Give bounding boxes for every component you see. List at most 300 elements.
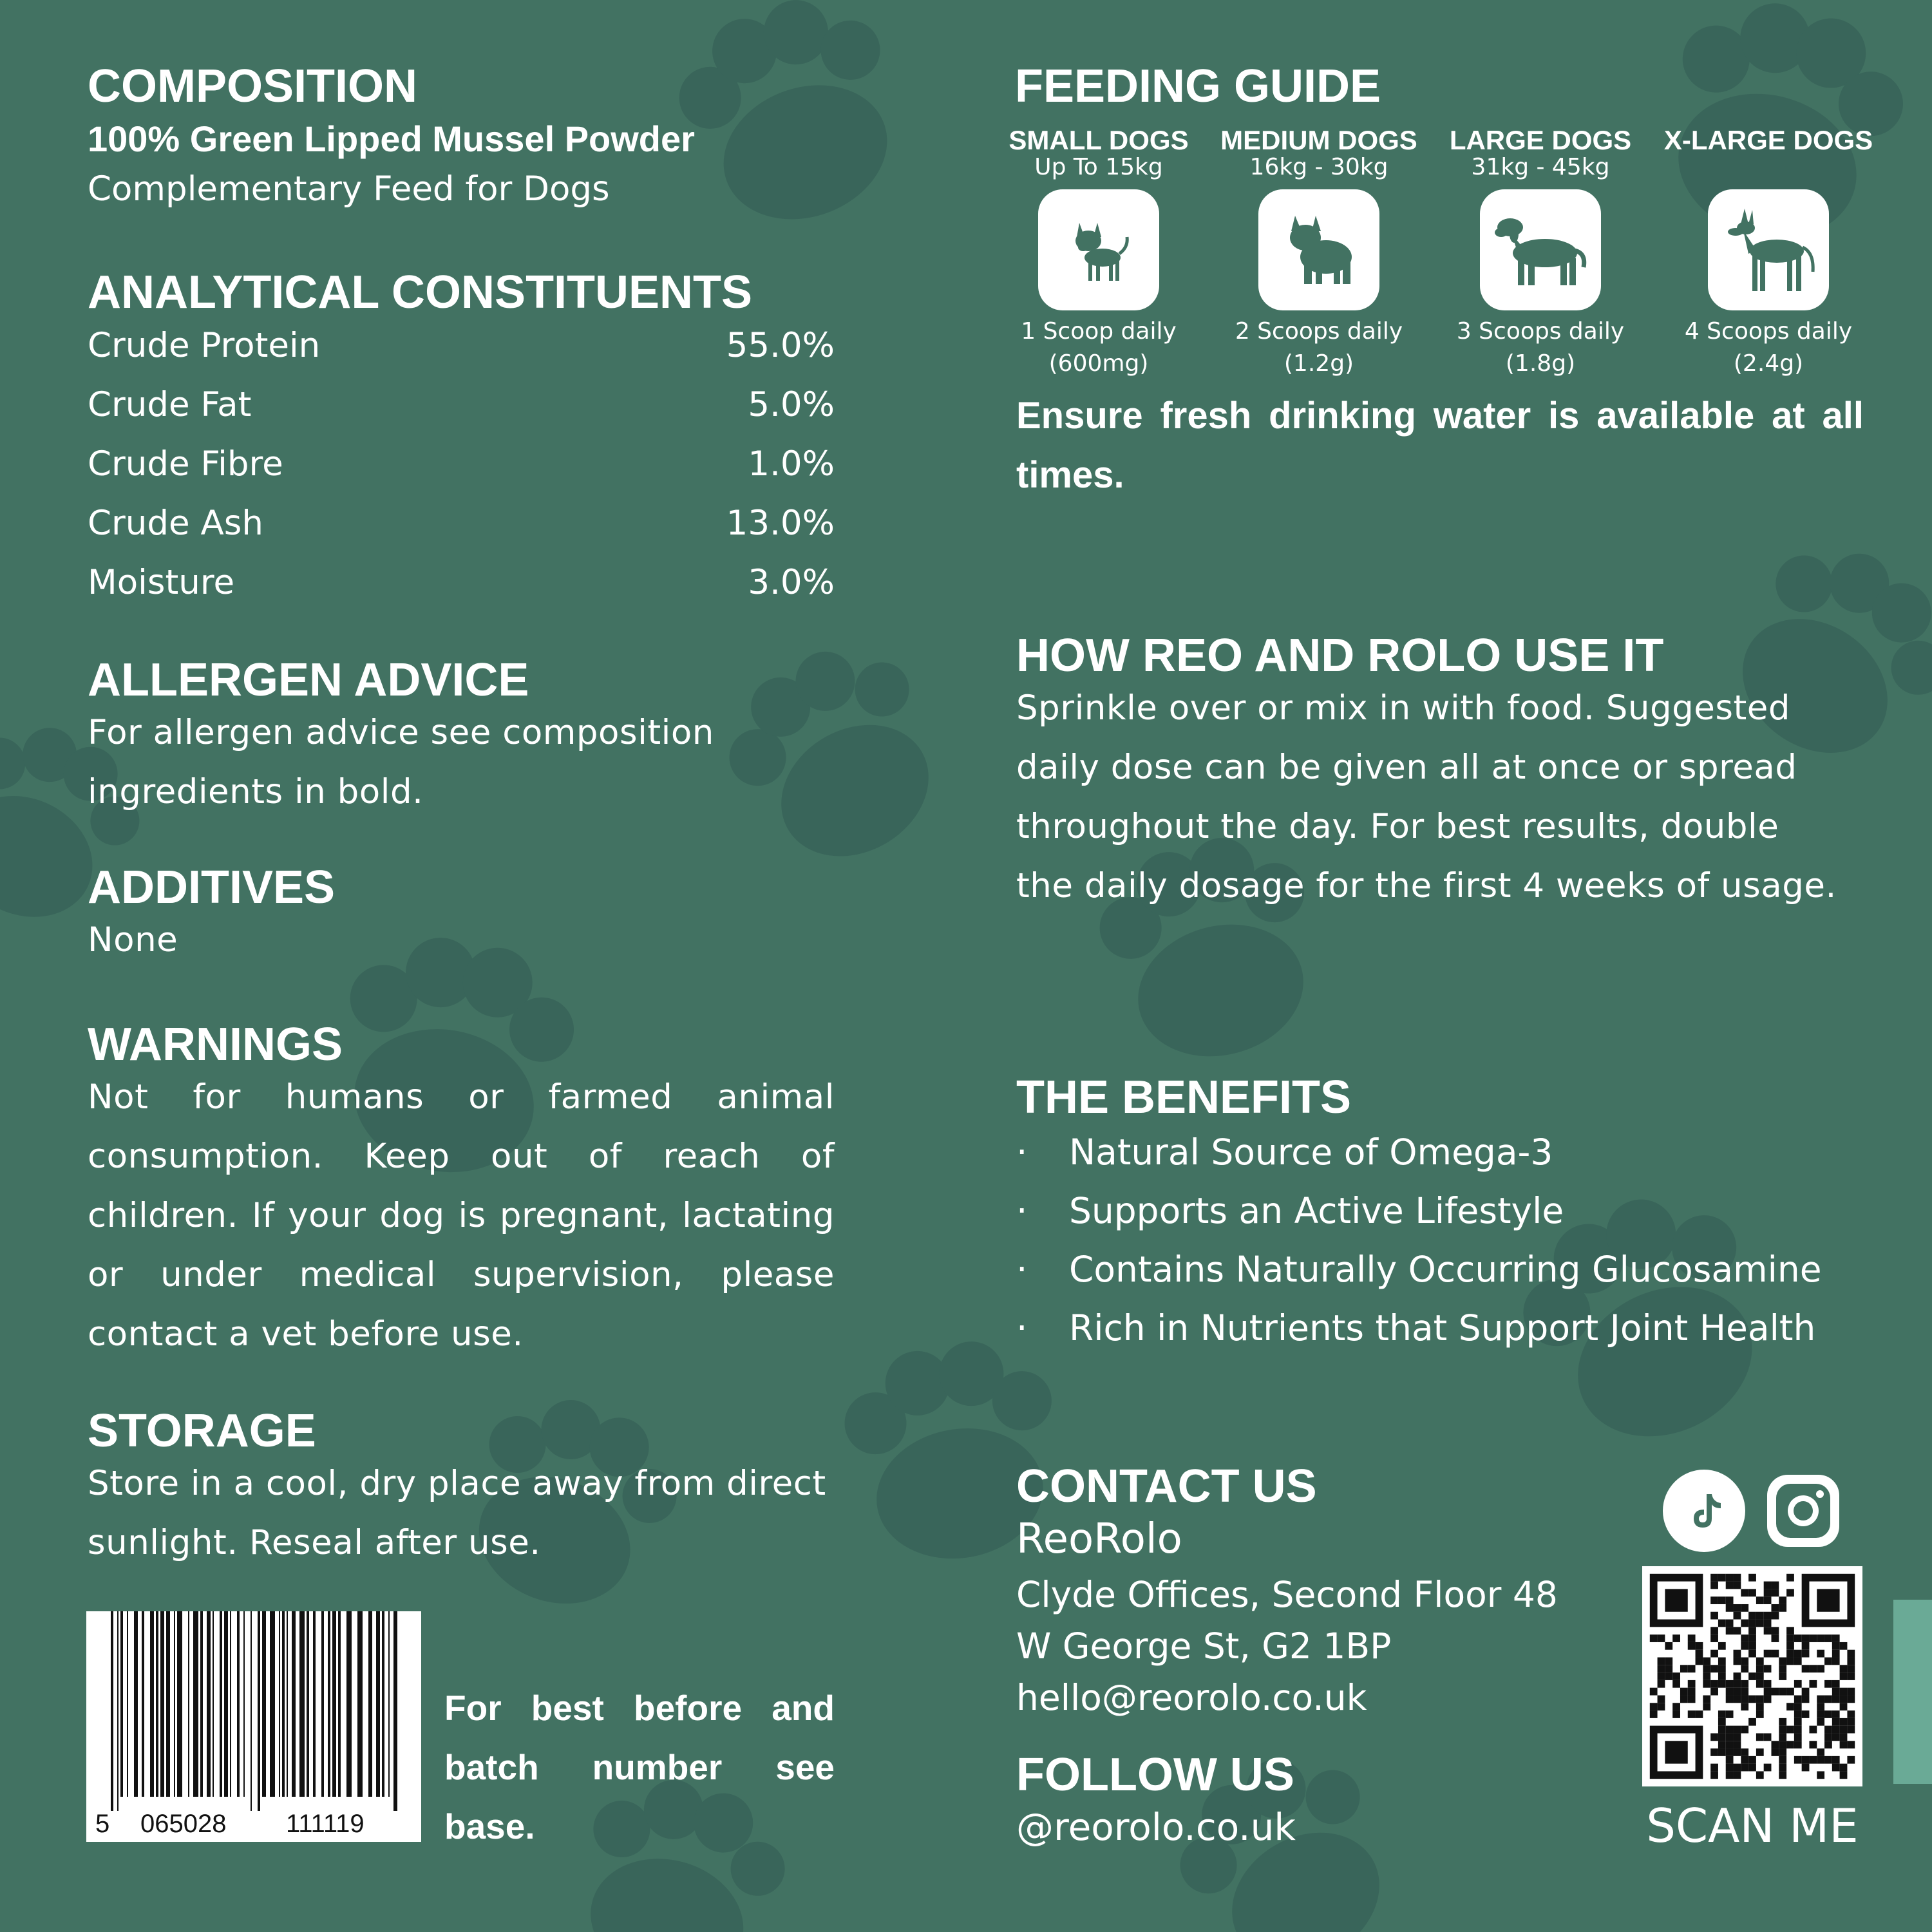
qr-module (1703, 1658, 1710, 1665)
paw-print (659, 0, 927, 247)
qr-module (1658, 1695, 1665, 1703)
qr-module (1824, 1658, 1832, 1665)
qr-module (1718, 1642, 1726, 1650)
qr-module (1764, 1665, 1772, 1672)
qr-module (1840, 1726, 1848, 1734)
qr-module (1847, 1710, 1855, 1718)
constituent-value: 55.0% (726, 325, 835, 365)
barcode-bar (150, 1611, 154, 1797)
qr-module (1718, 1596, 1726, 1604)
qr-module (1741, 1680, 1748, 1688)
qr-module (1756, 1665, 1764, 1672)
qr-module (1718, 1718, 1726, 1726)
qr-module (1764, 1695, 1772, 1703)
qr-module (1809, 1634, 1817, 1642)
qr-module (1756, 1596, 1764, 1604)
bulldog-icon (1277, 208, 1361, 292)
qr-module (1779, 1688, 1786, 1696)
product-name: 100% Green Lipped Mussel Powder (88, 118, 695, 159)
qr-module (1840, 1741, 1848, 1748)
paw-print (702, 620, 973, 891)
qr-module (1764, 1620, 1772, 1627)
qr-module (1847, 1672, 1855, 1680)
benefit-item (1016, 1123, 1822, 1182)
qr-module (1710, 1688, 1718, 1696)
qr-module (1726, 1574, 1734, 1582)
qr-module (1764, 1596, 1772, 1604)
composition-heading: COMPOSITION (88, 61, 418, 112)
qr-module (1802, 1756, 1810, 1764)
usage-line: throughout the day. For best results, double (1016, 807, 1779, 846)
qr-module (1764, 1612, 1772, 1620)
accent-tab (1893, 1600, 1932, 1784)
qr-module (1726, 1756, 1734, 1764)
qr-module (1748, 1650, 1756, 1658)
dose-text: 1 Scoop daily (1021, 318, 1177, 345)
qr-module (1741, 1703, 1748, 1710)
qr-module (1832, 1642, 1840, 1650)
qr-module (1688, 1634, 1696, 1642)
qr-module (1764, 1764, 1772, 1772)
qr-module (1672, 1672, 1680, 1680)
benefit-text: Natural Source of Omega-3 (1069, 1132, 1553, 1173)
qr-module (1718, 1748, 1726, 1756)
qr-module (1832, 1733, 1840, 1741)
qr-module (1840, 1764, 1848, 1772)
qr-module (1824, 1680, 1832, 1688)
qr-module (1794, 1695, 1802, 1703)
qr-module (1756, 1658, 1764, 1665)
barcode-bar (332, 1611, 336, 1797)
qr-module (1786, 1642, 1794, 1650)
qr-module (1764, 1650, 1772, 1658)
bullet: · (1016, 1190, 1028, 1231)
barcode-bar (117, 1611, 118, 1811)
qr-module (1771, 1748, 1779, 1756)
barcode-bar (134, 1611, 138, 1797)
qr-module (1658, 1680, 1665, 1688)
dose-amount: (2.4g) (1733, 350, 1804, 377)
qr-module (1824, 1710, 1832, 1718)
qr-module (1703, 1703, 1710, 1710)
qr-module (1756, 1672, 1764, 1680)
qr-module (1832, 1650, 1840, 1658)
analytical-row (88, 553, 835, 612)
qr-module (1847, 1650, 1855, 1658)
barcode-bar (368, 1611, 372, 1797)
qr-module (1734, 1741, 1741, 1748)
barcode-digits-left: 065028 (140, 1810, 227, 1838)
qr-module (1726, 1620, 1734, 1627)
qr-module (1710, 1612, 1718, 1620)
qr-module (1703, 1695, 1710, 1703)
barcode-bar (292, 1611, 296, 1797)
qr-module (1817, 1710, 1824, 1718)
warnings-heading: WARNINGS (88, 1019, 343, 1070)
benefits-section (1016, 1074, 1822, 1358)
qr-module (1703, 1680, 1710, 1688)
qr-module (1710, 1650, 1718, 1658)
qr-module (1756, 1710, 1764, 1718)
qr-module (1741, 1642, 1748, 1650)
qr-module (1680, 1695, 1688, 1703)
qr-module (1786, 1634, 1794, 1642)
constituent-value: 3.0% (748, 562, 835, 602)
best-before-line: For best before and (444, 1688, 835, 1728)
storage-line: Store in a cool, dry place away from direct (88, 1464, 826, 1503)
qr-module (1710, 1665, 1718, 1672)
qr-module (1726, 1733, 1734, 1741)
qr-module (1756, 1695, 1764, 1703)
qr-module (1665, 1672, 1672, 1680)
qr-module (1672, 1703, 1680, 1710)
qr-module (1794, 1658, 1802, 1665)
qr-module (1734, 1627, 1741, 1634)
storage-section (88, 1405, 826, 1573)
qr-module (1802, 1634, 1810, 1642)
qr-module (1824, 1733, 1832, 1741)
qr-module (1817, 1771, 1824, 1779)
feeding-column-large (1431, 126, 1650, 380)
dog-weight-range (1659, 155, 1878, 180)
qr-module (1847, 1658, 1855, 1665)
composition-section (88, 63, 695, 209)
qr-module (1794, 1680, 1802, 1688)
product-subtitle: Complementary Feed for Dogs (88, 169, 610, 209)
qr-module (1726, 1764, 1734, 1772)
qr-module (1734, 1672, 1741, 1680)
qr-module (1817, 1650, 1824, 1658)
qr-module (1817, 1703, 1824, 1710)
qr-module (1710, 1680, 1718, 1688)
qr-module (1672, 1680, 1680, 1688)
qr-module (1688, 1695, 1696, 1703)
qr-module (1756, 1733, 1764, 1741)
storage-heading: STORAGE (88, 1405, 316, 1457)
qr-module (1802, 1650, 1810, 1658)
qr-module (1840, 1672, 1848, 1680)
warnings-section (88, 1021, 835, 1364)
dose-text: 3 Scoops daily (1456, 318, 1625, 345)
barcode-bar (321, 1611, 324, 1797)
qr-module (1779, 1596, 1786, 1604)
dose-amount: (1.8g) (1505, 350, 1576, 377)
qr-module (1802, 1695, 1810, 1703)
qr-module (1809, 1756, 1817, 1764)
qr-module (1809, 1665, 1817, 1672)
qr-module (1748, 1642, 1756, 1650)
qr-module (1771, 1589, 1779, 1596)
barcode-bar (382, 1611, 384, 1797)
analytical-table (88, 316, 835, 612)
qr-module (1847, 1726, 1855, 1734)
barcode-bar (270, 1611, 275, 1797)
email-link[interactable]: hello@reorolo.co.uk (1016, 1677, 1367, 1718)
analytical-row (88, 316, 835, 375)
qr-module (1650, 1688, 1658, 1696)
company-name: ReoRolo (1016, 1515, 1182, 1563)
qr-module (1718, 1665, 1726, 1672)
barcode-bar (243, 1611, 245, 1797)
qr-module (1786, 1627, 1794, 1634)
qr-module (1764, 1680, 1772, 1688)
address-line: W George St, G2 1BP (1016, 1625, 1392, 1667)
qr-module (1726, 1582, 1734, 1589)
qr-module (1734, 1688, 1741, 1696)
qr-module (1794, 1703, 1802, 1710)
barcode-bar (120, 1611, 123, 1797)
barcode-bar (388, 1611, 390, 1797)
qr-module (1734, 1650, 1741, 1658)
qr-module (1665, 1741, 1687, 1763)
qr-module (1779, 1726, 1786, 1734)
qr-module (1696, 1710, 1703, 1718)
dose-amount: (1.2g) (1283, 350, 1354, 377)
qr-module (1718, 1726, 1726, 1734)
qr-module (1734, 1726, 1741, 1734)
qr-module (1832, 1688, 1840, 1696)
qr-module (1779, 1771, 1786, 1779)
qr-module (1764, 1733, 1772, 1741)
qr-module (1680, 1688, 1688, 1696)
qr-module (1771, 1741, 1779, 1748)
qr-module (1824, 1756, 1832, 1764)
qr-module (1764, 1582, 1772, 1589)
dog-size-title: LARGE DOGS (1449, 125, 1632, 155)
qr-module (1779, 1741, 1786, 1748)
bullet: · (1016, 1249, 1028, 1290)
qr-module (1696, 1658, 1703, 1665)
qr-module (1802, 1665, 1810, 1672)
qr-module (1696, 1650, 1703, 1658)
qr-module (1840, 1718, 1848, 1726)
qr-module (1718, 1710, 1726, 1718)
qr-module (1786, 1574, 1794, 1582)
qr-module (1650, 1634, 1658, 1642)
usage-line: the daily dosage for the first 4 weeks of usage. (1016, 866, 1837, 905)
qr-module (1748, 1620, 1756, 1627)
barcode-bar (376, 1611, 380, 1797)
qr-module (1665, 1665, 1672, 1672)
qr-code[interactable] (1642, 1566, 1862, 1786)
warnings-line: consumption. Keep out of reach of (88, 1137, 835, 1176)
qr-module (1817, 1756, 1824, 1764)
barcode-bar (177, 1611, 182, 1797)
qr-module (1802, 1764, 1810, 1772)
usage-line: daily dose can be given all at once or spread (1016, 748, 1797, 787)
benefits-list (1016, 1123, 1822, 1358)
qr-module (1741, 1748, 1748, 1756)
qr-module (1710, 1574, 1718, 1582)
qr-module (1710, 1582, 1718, 1589)
allergen-line: ingredients in bold. (88, 772, 424, 811)
qr-module (1779, 1658, 1786, 1665)
allergen-heading: ALLERGEN ADVICE (88, 654, 529, 706)
qr-module (1840, 1695, 1848, 1703)
qr-module (1794, 1710, 1802, 1718)
qr-module (1840, 1642, 1848, 1650)
qr-module (1688, 1665, 1696, 1672)
qr-module (1802, 1688, 1810, 1696)
qr-module (1809, 1680, 1817, 1688)
analytical-section (88, 269, 835, 612)
contact-heading: CONTACT US (1016, 1461, 1317, 1512)
qr-module (1734, 1733, 1741, 1741)
bullet: · (1016, 1307, 1028, 1349)
qr-module (1748, 1574, 1756, 1582)
allergen-section (88, 654, 714, 822)
qr-module (1710, 1748, 1718, 1756)
qr-module (1741, 1604, 1748, 1612)
qr-module (1703, 1672, 1710, 1680)
qr-module (1748, 1718, 1756, 1726)
qr-module (1832, 1718, 1840, 1726)
tiktok-icon[interactable] (1663, 1470, 1745, 1552)
qr-module (1688, 1710, 1696, 1718)
qr-module (1741, 1634, 1748, 1642)
qr-module (1840, 1688, 1848, 1696)
barcode-bar (213, 1611, 214, 1797)
dog-weight-range: Up To 15kg (1034, 154, 1163, 180)
analytical-row (88, 434, 835, 493)
qr-module (1824, 1634, 1832, 1642)
qr-module (1817, 1748, 1824, 1756)
qr-module (1786, 1703, 1794, 1710)
benefits-heading: THE BENEFITS (1016, 1072, 1352, 1123)
qr-module (1764, 1627, 1772, 1634)
qr-module (1726, 1710, 1734, 1718)
qr-module (1748, 1634, 1756, 1642)
qr-module (1794, 1634, 1802, 1642)
qr-module (1710, 1627, 1718, 1634)
qr-module (1802, 1642, 1810, 1650)
follow-section (1016, 1749, 1296, 1856)
follow-heading: FOLLOW US (1016, 1749, 1294, 1801)
barcode-bar (299, 1611, 305, 1797)
qr-module (1840, 1665, 1848, 1672)
barcode-bar (258, 1611, 260, 1811)
constituent-value: 13.0% (726, 503, 835, 543)
qr-module (1726, 1695, 1734, 1703)
qr-module (1658, 1665, 1665, 1672)
qr-module (1779, 1733, 1786, 1741)
qr-module (1703, 1665, 1710, 1672)
best-before-note (444, 1678, 835, 1856)
qr-code-pattern (1642, 1566, 1862, 1786)
qr-module (1726, 1596, 1734, 1604)
qr-module (1756, 1748, 1764, 1756)
barcode-digit: 5 (95, 1810, 110, 1838)
qr-module (1658, 1658, 1665, 1665)
qr-module (1756, 1680, 1764, 1688)
qr-module (1741, 1658, 1748, 1665)
warnings-line: Not for humans or farmed animal (88, 1077, 835, 1117)
qr-module (1794, 1718, 1802, 1726)
barcode-bar (188, 1611, 189, 1797)
qr-module (1786, 1589, 1794, 1596)
barcode-bar (357, 1611, 363, 1797)
qr-module (1764, 1589, 1772, 1596)
qr-module (1779, 1764, 1786, 1772)
qr-module (1748, 1612, 1756, 1620)
barcode-bar (142, 1611, 144, 1797)
qr-module (1794, 1726, 1802, 1734)
barcode-digits-right: 111119 (286, 1810, 365, 1838)
qr-module (1726, 1604, 1734, 1612)
qr-module (1756, 1620, 1764, 1627)
additives-section (88, 864, 335, 970)
qr-module (1741, 1764, 1748, 1772)
qr-module (1832, 1680, 1840, 1688)
qr-module (1840, 1771, 1848, 1779)
instagram-icon[interactable] (1762, 1470, 1844, 1552)
dog-size-title: X-LARGE DOGS (1663, 125, 1873, 155)
qr-module (1817, 1589, 1839, 1611)
barcode-bar (328, 1611, 330, 1797)
dog-tile (1038, 189, 1159, 310)
qr-module (1650, 1710, 1658, 1718)
best-before-line: batch number see (444, 1747, 835, 1787)
qr-module (1741, 1726, 1748, 1734)
qr-module (1658, 1703, 1665, 1710)
qr-module (1771, 1582, 1779, 1589)
qr-module (1748, 1695, 1756, 1703)
social-handle[interactable]: @reorolo.co.uk (1016, 1805, 1296, 1849)
qr-module (1718, 1620, 1726, 1627)
warnings-line: or under medical supervision, please (88, 1255, 835, 1294)
feeding-column-small (989, 126, 1208, 380)
qr-module (1665, 1658, 1672, 1665)
qr-module (1771, 1627, 1779, 1634)
qr-module (1734, 1612, 1741, 1620)
qr-module (1771, 1612, 1779, 1620)
qr-module (1771, 1688, 1779, 1696)
barcode-bar (166, 1611, 170, 1797)
qr-module (1824, 1741, 1832, 1748)
qr-module (1726, 1688, 1734, 1696)
chihuahua-icon (1060, 211, 1137, 289)
storage-line: sunlight. Reseal after use. (88, 1523, 541, 1562)
barcode-bar (224, 1611, 228, 1797)
qr-module (1779, 1665, 1786, 1672)
barcode-bar (174, 1611, 175, 1797)
qr-module (1817, 1634, 1824, 1642)
qr-module (1786, 1741, 1794, 1748)
qr-module (1726, 1771, 1734, 1779)
qr-module (1741, 1589, 1748, 1596)
qr-module (1748, 1672, 1756, 1680)
qr-module (1817, 1718, 1824, 1726)
qr-module (1779, 1748, 1786, 1756)
qr-module (1665, 1589, 1687, 1611)
qr-module (1794, 1741, 1802, 1748)
usage-heading: HOW REO AND ROLO USE IT (1016, 630, 1664, 681)
qr-module (1658, 1634, 1665, 1642)
qr-module (1734, 1658, 1741, 1665)
qr-module (1718, 1658, 1726, 1665)
qr-module (1809, 1741, 1817, 1748)
qr-module (1771, 1650, 1779, 1658)
qr-module (1734, 1680, 1741, 1688)
warnings-line: contact a vet before use. (88, 1314, 524, 1354)
tiktok-glyph (1678, 1485, 1730, 1537)
qr-module (1748, 1627, 1756, 1634)
qr-module (1734, 1695, 1741, 1703)
benefit-text: Contains Naturally Occurring Glucosamine (1069, 1249, 1822, 1290)
qr-module (1786, 1688, 1794, 1696)
barcode-bar (313, 1611, 316, 1797)
barcode (86, 1611, 421, 1842)
